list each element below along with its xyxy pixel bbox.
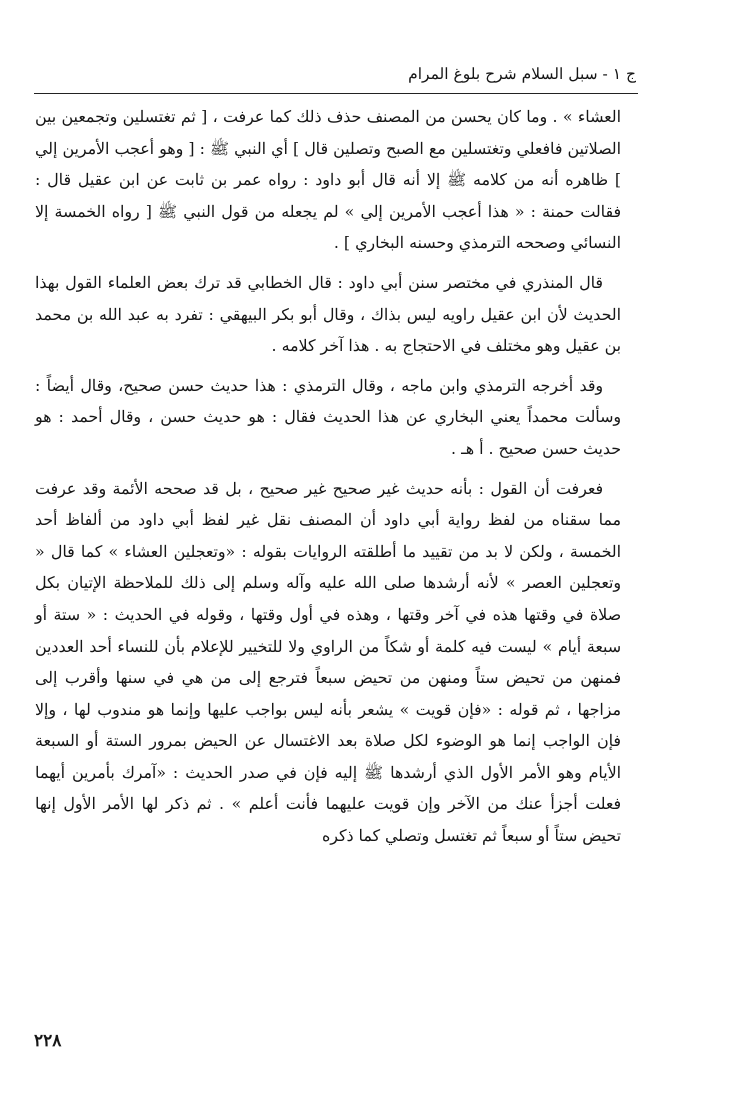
paragraph-1: العشاء » . وما كان يحسن من المصنف حذف ذلك كما عرفت ، [ ثم تغتسلين وتجمعين بين الصلاتين فافعلي وتغتسلين مع الصبح وتصلين قال ] أي النبي ﷺ : [ وهو أعجب الأمرين إلي ] ظاهره أنه من كلامه ﷺ إلا أنه قال أبو داود : رواه عمر بن ثابت عن ابن عقيل قال : فقالت حمنة : « هذا أعجب الأمرين إلي » لم يجعله من قول النبي ﷺ [ رواه الخمسة إلا النسائي وصححه الترمذي وحسنه البخاري ] . <box>35 107 621 253</box>
page-body <box>35 101 621 852</box>
paragraph-2: قال المنذري في مختصر سنن أبي داود : قال الخطابي قد ترك بعض العلماء القول بهذا الحديث لأن ابن عقيل راويه ليس بذاك ، وقال أبو بكر البيهقي : تفرد به عبد الله بن محمد بن عقيل وهو مختلف في الاحتجاج به . هذا آخر كلامه . <box>35 272 621 356</box>
running-header-title: ج ١ - سبل السلام شرح بلوغ المرام <box>408 65 636 83</box>
page-number: ٢٢٨ <box>34 1031 62 1051</box>
paragraph-3: وقد أخرجه الترمذي وابن ماجه ، وقال الترمذي : هذا حديث حسن صحيح، وقال أيضاً : وسألت محمداً يعني البخاري عن هذا الحديث فقال : هو حديث حسن ، وقال أحمد : هو حديث حسن صحيح . أ هـ . <box>35 375 621 458</box>
paragraph-4: فعرفت أن القول : بأنه حديث غير صحيح غير صحيح ، بل قد صححه الأئمة وقد عرفت مما سقناه من لفظ رواية أبي داود أن المصنف نقل غير لفظ أبي داود من ألفاظ أحد الخمسة ، ولكن لا بد من تقييد ما أطلقته الروايات بقوله : «وتعجلين العشاء » كما قال « وتعجلين العصر » لأنه أرشدها صلى الله عليه وآله وسلم إلى ذلك للملاحظة الإتيان بكل صلاة في وقتها هذه في آخر وقتها ، وهذه في أول وقتها ، وقوله في الحديث : « ستة أو سبعة أيام » ليست فيه كلمة أو شكاً من الراوي ولا للتخيير للإعلام بأن للنساء أحد العددين فمنهن من تحيض ستاً ومنهن من تحيض سبعاً فترجع إلى من هي في سنها وأقرب إلى مزاجها ، ثم قوله : «فإن قويت » يشعر بأنه ليس بواجب عليها وإنما هو مندوب لها ، وإلا فإن الواجب إنما هو الوضوء لكل صلاة بعد الاغتسال عن الحيض بمرور الستة أو السبعة الأيام وهو الأمر الأول الذي أرشدها ﷺ إليه فإن في صدر الحديث : «آمرك بأمرين أيهما فعلت أجزأ عنك من الآخر وإن قويت عليهما فأنت أعلم » . ثم ذكر لها الأمر الأول إنها تحيض ستاً أو سبعاً ثم تغتسل وتصلي كما ذكره <box>35 478 621 846</box>
header-rule <box>34 93 638 94</box>
